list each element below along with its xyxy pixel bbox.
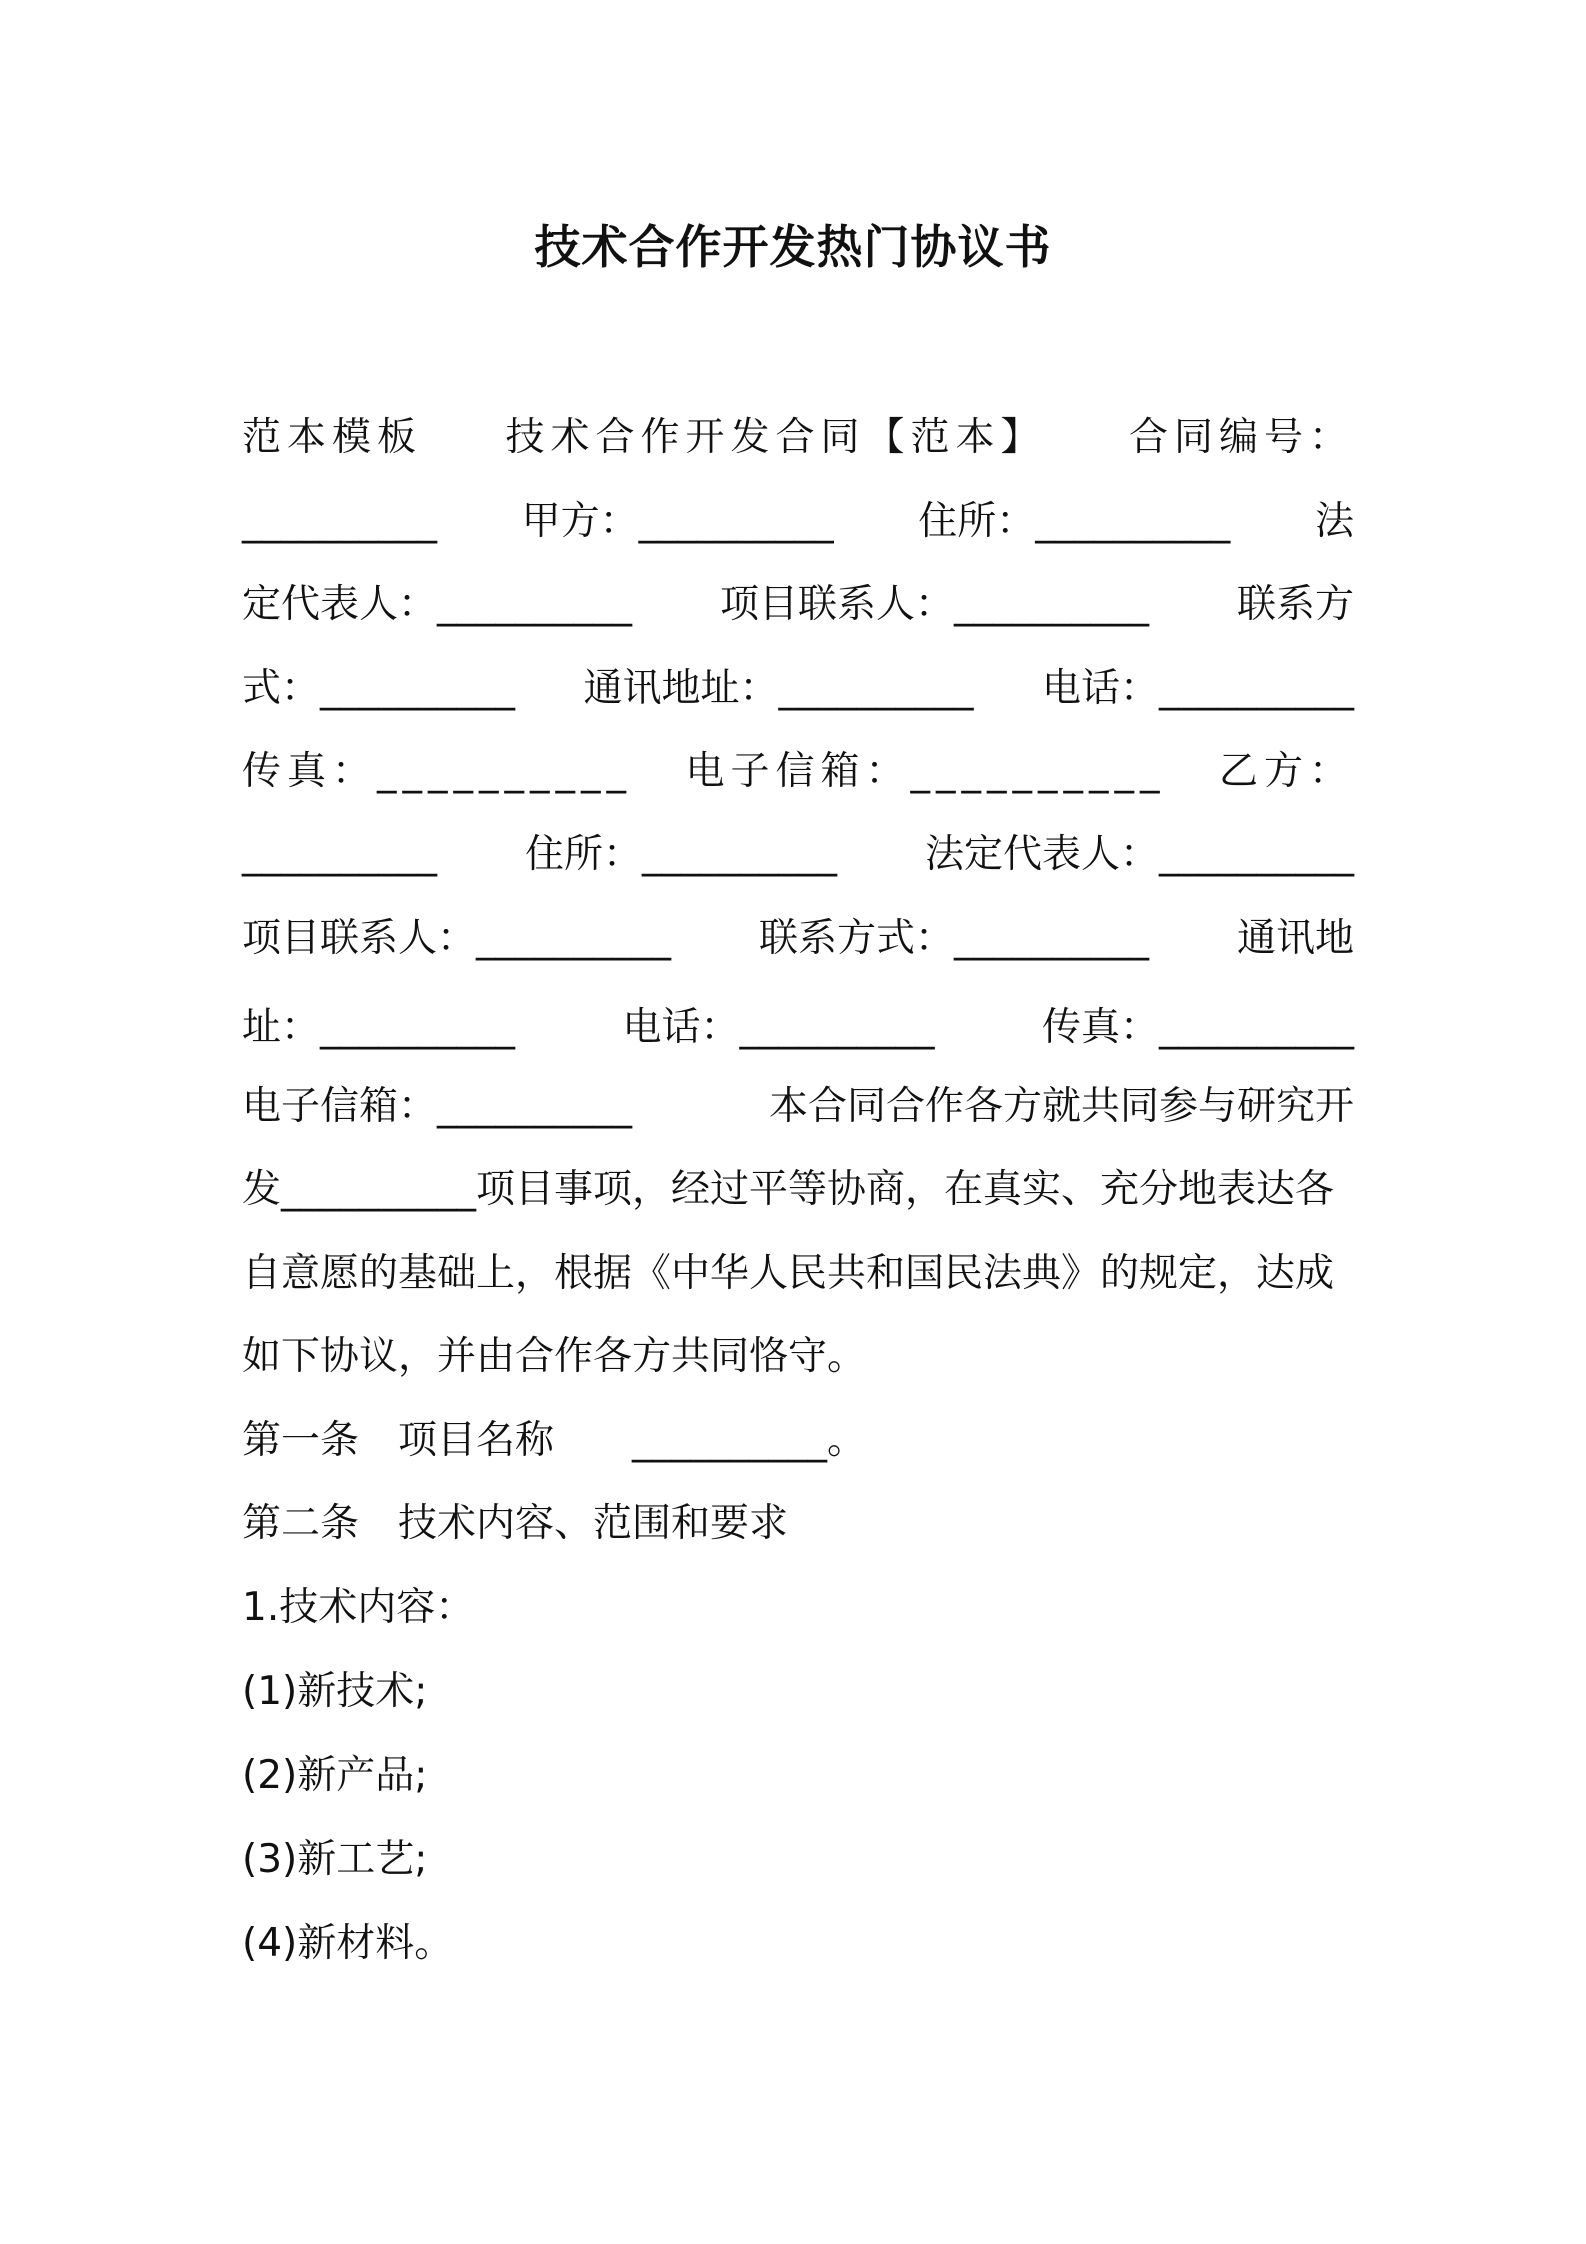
doc-line-party-a-contact	[242, 659, 1354, 719]
doc-line-segment: __________	[242, 499, 437, 544]
doc-line-party-a-fax	[242, 742, 1354, 802]
doc-line-segment: 技术合作开发合同【范本】	[505, 415, 1046, 460]
doc-line-segment: 1.技术内容：	[242, 1585, 475, 1630]
doc-line-segment: 定代表人：__________	[242, 582, 633, 627]
doc-line-technical-content	[242, 1578, 1354, 1638]
doc-line-article-1	[242, 1411, 1354, 1471]
doc-line-list-item	[242, 1914, 1354, 1974]
doc-line-segment: 范本模板	[242, 415, 423, 460]
doc-line-segment: 乙方：	[1218, 749, 1354, 794]
doc-line-segment: 项目联系人：__________	[242, 916, 672, 961]
doc-line-party-b	[242, 825, 1354, 885]
doc-line-party-b-contact	[242, 909, 1354, 969]
document-title: 技术合作开发热门协议书	[534, 220, 1052, 274]
doc-line-list-item	[242, 1830, 1354, 1890]
doc-line-party-b-address	[242, 998, 1354, 1058]
doc-line-segment: (2)新产品;	[242, 1753, 428, 1798]
doc-line-article-2	[242, 1494, 1354, 1554]
doc-line-segment: 式：__________	[242, 666, 516, 711]
doc-line-segment: 法定代表人：__________	[924, 832, 1354, 877]
doc-line-segment: 址：__________	[242, 1005, 516, 1050]
doc-line-segment: 甲方：__________	[521, 499, 834, 544]
doc-line-segment: 电话：__________	[622, 1005, 935, 1050]
doc-line-segment: (3)新工艺;	[242, 1837, 428, 1882]
doc-line-segment: 合同编号：	[1128, 415, 1354, 460]
doc-line-segment: 如下协议，并由合作各方共同恪守。	[242, 1334, 867, 1379]
doc-line-paragraph	[242, 1327, 1354, 1387]
doc-line-segment: 本合同合作各方就共同参与研究开	[768, 1084, 1354, 1129]
doc-line-segment: 电子信箱：__________	[242, 1084, 633, 1129]
doc-line-party-a	[242, 492, 1354, 552]
doc-line-segment: 传真：__________	[242, 749, 633, 794]
doc-line-segment: 联系方式：__________	[758, 916, 1149, 961]
doc-line-segment: 自意愿的基础上，根据《中华人民共和国民法典》的规定，达成	[242, 1251, 1335, 1296]
doc-line-party-a-representative	[242, 575, 1354, 635]
doc-line-paragraph	[242, 1244, 1354, 1304]
doc-line-segment: 通讯地	[1236, 916, 1354, 961]
doc-line-template-header	[242, 408, 1354, 468]
doc-line-segment: 传真：__________	[1041, 1005, 1354, 1050]
doc-line-segment: 发__________项目事项，经过平等协商，在真实、充分地表达各	[242, 1167, 1335, 1212]
doc-line-segment: (1)新技术;	[242, 1669, 428, 1714]
doc-line-segment: 联系方	[1236, 582, 1354, 627]
doc-line-list-item	[242, 1746, 1354, 1806]
doc-line-segment: 电子信箱：__________	[685, 749, 1166, 794]
doc-line-paragraph	[242, 1160, 1354, 1220]
doc-line-segment: 项目联系人：__________	[719, 582, 1149, 627]
doc-line-list-item	[242, 1662, 1354, 1722]
doc-line-party-b-email	[242, 1077, 1354, 1137]
doc-line-segment: 住所：__________	[524, 832, 837, 877]
doc-line-segment: 第二条 技术内容、范围和要求	[242, 1501, 789, 1546]
doc-line-segment: __________	[242, 832, 437, 877]
doc-line-segment: 住所：__________	[918, 499, 1231, 544]
doc-line-segment: 法	[1314, 499, 1354, 544]
doc-line-segment: 第一条 项目名称 __________。	[242, 1418, 867, 1463]
doc-line-segment: 通讯地址：__________	[583, 666, 974, 711]
doc-line-segment: (4)新材料。	[242, 1921, 454, 1966]
doc-line-segment: 电话：__________	[1041, 666, 1354, 711]
